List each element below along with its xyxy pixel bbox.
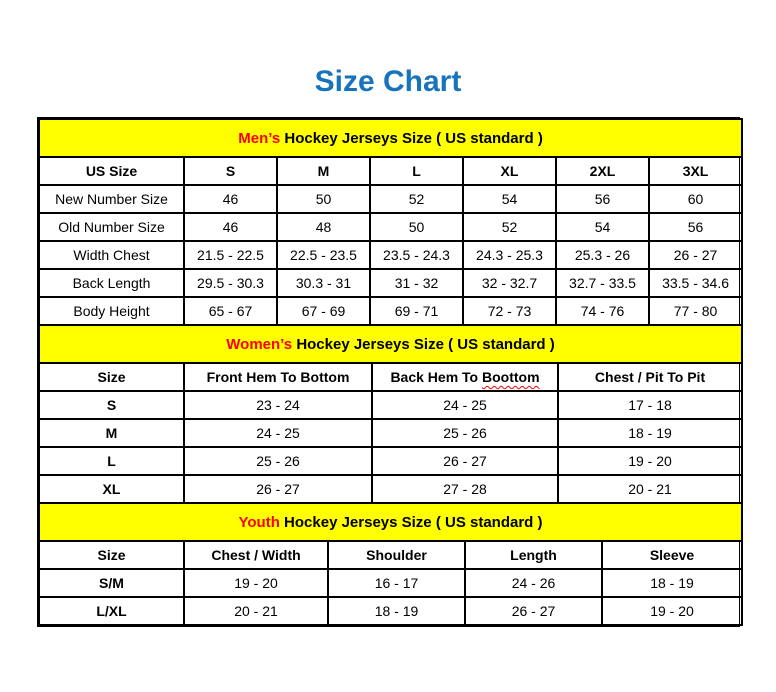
cell: 24 - 26	[465, 569, 602, 597]
cell: 50	[277, 185, 370, 213]
back-hem-prefix: Back Hem To	[390, 369, 479, 385]
cell: 50	[370, 213, 463, 241]
youth-header-chest: Chest / Width	[184, 541, 328, 569]
table-row	[39, 419, 742, 447]
cell: 52	[370, 185, 463, 213]
womens-banner-text: Hockey Jerseys Size ( US standard )	[296, 335, 555, 353]
cell: 19 - 20	[602, 597, 742, 625]
cell: 18 - 19	[328, 597, 465, 625]
womens-row-label: XL	[39, 475, 184, 503]
table-row	[39, 391, 742, 419]
page-title: Size Chart	[314, 65, 462, 98]
mens-banner-row	[39, 119, 742, 157]
mens-header-xl: XL	[463, 157, 556, 185]
cell: 19 - 20	[184, 569, 328, 597]
mens-header-s: S	[184, 157, 277, 185]
mens-size-table	[38, 118, 743, 326]
cell: 24 - 25	[372, 391, 558, 419]
cell: 18 - 19	[558, 419, 742, 447]
cell: 77 - 80	[649, 297, 742, 325]
cell: 19 - 20	[558, 447, 742, 475]
cell: 24 - 25	[184, 419, 372, 447]
youth-banner-text: Hockey Jerseys Size ( US standard )	[284, 513, 543, 531]
mens-row-label: New Number Size	[39, 185, 184, 213]
cell: 60	[649, 185, 742, 213]
womens-header-front-hem: Front Hem To Bottom	[184, 363, 372, 391]
cell: 24.3 - 25.3	[463, 241, 556, 269]
mens-header-us-size: US Size	[39, 157, 184, 185]
youth-row-label: S/M	[39, 569, 184, 597]
cell: 74 - 76	[556, 297, 649, 325]
womens-banner-row	[39, 325, 742, 363]
mens-header-row	[39, 157, 742, 185]
cell: 65 - 67	[184, 297, 277, 325]
womens-header-row	[39, 363, 742, 391]
mens-header-3xl: 3XL	[649, 157, 742, 185]
youth-header-shoulder: Shoulder	[328, 541, 465, 569]
cell: 16 - 17	[328, 569, 465, 597]
cell: 23 - 24	[184, 391, 372, 419]
cell: 20 - 21	[184, 597, 328, 625]
womens-header-back-hem	[372, 363, 558, 391]
womens-size-table	[38, 324, 743, 504]
youth-header-row	[39, 541, 742, 569]
table-row	[39, 447, 742, 475]
cell: 21.5 - 22.5	[184, 241, 277, 269]
mens-row-label: Back Length	[39, 269, 184, 297]
cell: 69 - 71	[370, 297, 463, 325]
cell: 32 - 32.7	[463, 269, 556, 297]
mens-row-label: Body Height	[39, 297, 184, 325]
youth-size-table	[38, 502, 743, 626]
womens-row-label: L	[39, 447, 184, 475]
youth-banner-accent: Youth	[238, 513, 280, 531]
cell: 46	[184, 185, 277, 213]
womens-row-label: S	[39, 391, 184, 419]
cell: 30.3 - 31	[277, 269, 370, 297]
womens-header-chest: Chest / Pit To Pit	[558, 363, 742, 391]
cell: 67 - 69	[277, 297, 370, 325]
youth-header-length: Length	[465, 541, 602, 569]
mens-banner	[39, 119, 742, 157]
cell: 33.5 - 34.6	[649, 269, 742, 297]
cell: 46	[184, 213, 277, 241]
table-row	[39, 297, 742, 325]
womens-row-label: M	[39, 419, 184, 447]
cell: 25 - 26	[184, 447, 372, 475]
cell: 48	[277, 213, 370, 241]
table-row	[39, 269, 742, 297]
cell: 54	[463, 185, 556, 213]
size-chart-tables	[37, 117, 740, 627]
cell: 23.5 - 24.3	[370, 241, 463, 269]
cell: 20 - 21	[558, 475, 742, 503]
cell: 26 - 27	[184, 475, 372, 503]
table-row	[39, 475, 742, 503]
cell: 56	[649, 213, 742, 241]
cell: 26 - 27	[465, 597, 602, 625]
youth-header-size: Size	[39, 541, 184, 569]
youth-banner	[39, 503, 742, 541]
womens-banner	[39, 325, 742, 363]
cell: 17 - 18	[558, 391, 742, 419]
cell: 27 - 28	[372, 475, 558, 503]
mens-header-2xl: 2XL	[556, 157, 649, 185]
mens-header-l: L	[370, 157, 463, 185]
cell: 56	[556, 185, 649, 213]
cell: 31 - 32	[370, 269, 463, 297]
cell: 26 - 27	[372, 447, 558, 475]
cell: 26 - 27	[649, 241, 742, 269]
table-row	[39, 241, 742, 269]
mens-header-m: M	[277, 157, 370, 185]
cell: 29.5 - 30.3	[184, 269, 277, 297]
youth-header-sleeve: Sleeve	[602, 541, 742, 569]
youth-banner-row	[39, 503, 742, 541]
womens-banner-accent: Women’s	[226, 335, 293, 353]
cell: 32.7 - 33.5	[556, 269, 649, 297]
cell: 25 - 26	[372, 419, 558, 447]
mens-row-label: Width Chest	[39, 241, 184, 269]
mens-banner-text: Hockey Jerseys Size ( US standard )	[284, 129, 543, 147]
misspelled-word: Boottom	[482, 369, 540, 385]
cell: 54	[556, 213, 649, 241]
mens-row-label: Old Number Size	[39, 213, 184, 241]
table-row	[39, 213, 742, 241]
table-row	[39, 597, 742, 625]
table-row	[39, 185, 742, 213]
youth-row-label: L/XL	[39, 597, 184, 625]
womens-header-size: Size	[39, 363, 184, 391]
mens-banner-accent: Men’s	[238, 129, 281, 147]
cell: 18 - 19	[602, 569, 742, 597]
cell: 52	[463, 213, 556, 241]
cell: 72 - 73	[463, 297, 556, 325]
cell: 25.3 - 26	[556, 241, 649, 269]
table-row	[39, 569, 742, 597]
cell: 22.5 - 23.5	[277, 241, 370, 269]
